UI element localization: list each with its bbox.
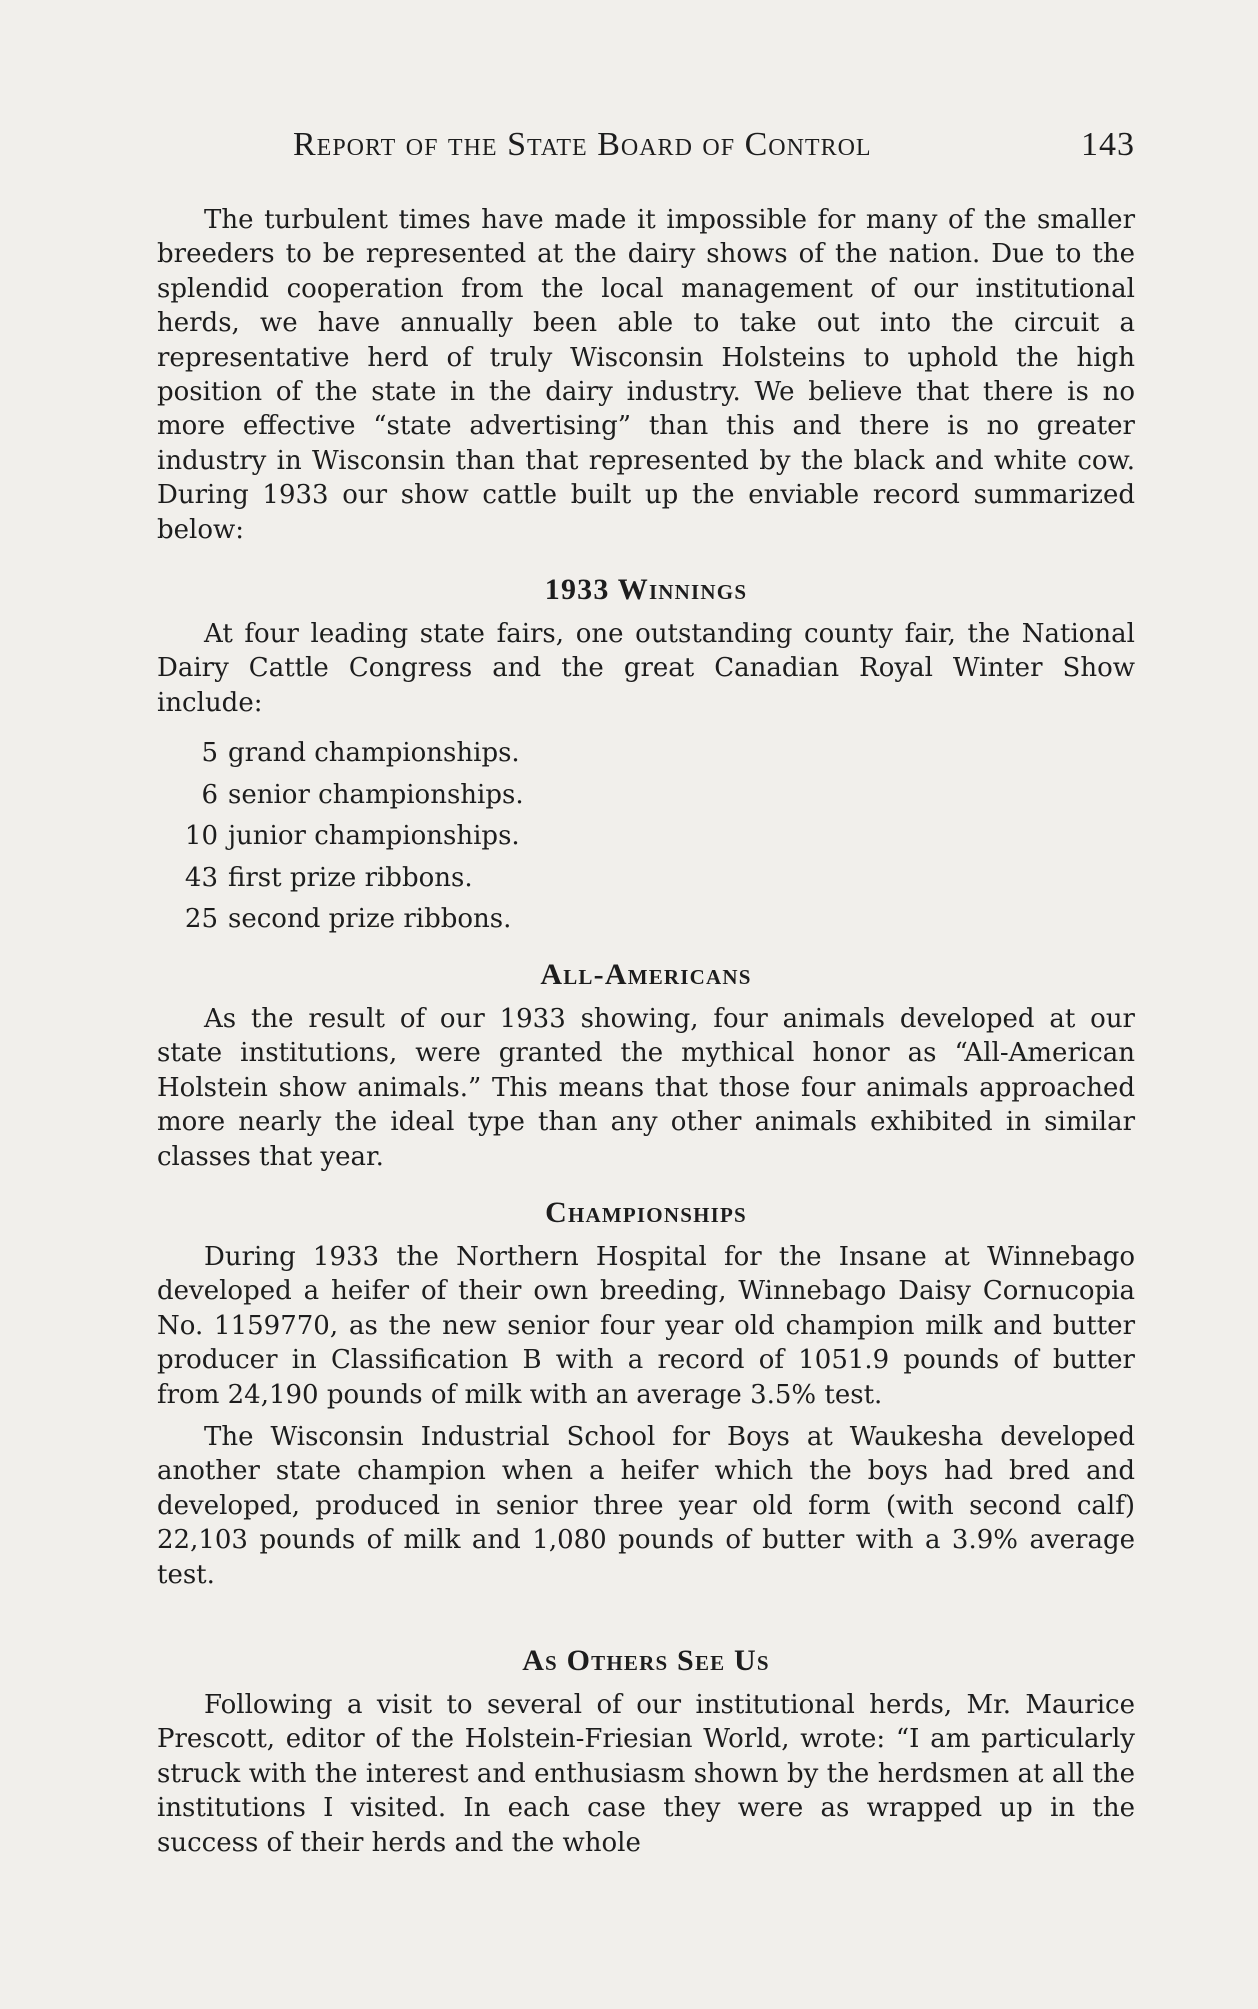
list-item-label: grand championships. [228, 738, 520, 768]
all-americans-paragraph: As the result of our 1933 showing, four animals developed at our state institutions, were granted the mythical honor as “All-American Holstein show animals.” This means that those four animals approached more nearly the ideal type than any other animals exhibited in similar classes that year. [157, 1004, 1135, 1172]
list-item-label: second prize ribbons. [228, 904, 512, 934]
winnings-list [157, 736, 1135, 944]
championships-section [157, 1240, 1135, 1592]
intro-section [157, 203, 1135, 547]
winnings-paragraph: At four leading state fairs, one outstanding county fair, the National Dairy Cattle Congress and the great Canadian Royal Winter Show include: [157, 619, 1135, 718]
intro-paragraph: The turbulent times have made it impossible for many of the smaller breeders to be represented at the dairy shows of the nation. Due to the splendid cooperation from the local management of our institutional herds, we have annually been able to take out into the circuit a representative herd of truly Wisconsin Holsteins to uphold the high position of the state in the dairy industry. We believe that there is no more effective “state advertising” than this and there is no greater industry in Wisconsin than that represented by the black and white cow. During 1933 our show cattle built up the enviable record summarized below: [157, 205, 1135, 545]
as-others-see-us-paragraph: Following a visit to several of our institutional herds, Mr. Maurice Prescott, editor of the Holstein-Friesian World, wrote: “I am particularly struck with the interest and enthusiasm shown by the herdsmen at all the institutions I visited. In each case they were as wrapped up in the success of their herds and the whole [157, 1690, 1135, 1858]
running-head [293, 126, 1135, 166]
all-americans-heading: All-Americans [540, 958, 752, 991]
list-item [157, 819, 1135, 861]
list-item [157, 902, 1135, 944]
list-item [157, 736, 1135, 778]
all-americans-section [157, 1002, 1135, 1174]
list-item-label: junior championships. [228, 821, 520, 851]
list-item-count: 5 [201, 738, 218, 768]
list-item-count: 6 [201, 779, 218, 810]
list-item-label: senior championships. [228, 779, 524, 810]
winnings-section [157, 617, 1135, 720]
championships-paragraph-2: The Wisconsin Industrial School for Boys at Waukesha developed another state champion when a heifer which the boys had bred and developed, produced in senior three year old form (with second calf) 22,103 pounds of milk and 1,080 pounds of butter with a 3.9% average test. [157, 1422, 1135, 1590]
list-item [157, 778, 1135, 820]
list-item [157, 861, 1135, 903]
winnings-heading: 1933 Winnings [544, 573, 748, 606]
list-item-count: 25 [184, 904, 218, 934]
championships-heading: Championships [545, 1196, 747, 1229]
list-item-count: 10 [184, 821, 218, 851]
championships-paragraph-1: During 1933 the Northern Hospital for the Insane at Winnebago developed a heifer of their own breeding, Winnebago Daisy Cornucopia No. 1159770, as the new senior four year old champion milk and butter producer in Classification B with a record of 1051.9 pounds of butter from 24,190 pounds of milk with an average 3.5% test. [157, 1242, 1135, 1410]
page-number: 143 [1081, 126, 1135, 163]
as-others-see-us-heading: As Others See Us [522, 1644, 770, 1677]
running-head-title: Report of the State Board of Control [293, 126, 872, 163]
list-item-count: 43 [184, 862, 218, 893]
as-others-see-us-section [157, 1688, 1135, 1860]
list-item-label: first prize ribbons. [228, 862, 473, 893]
